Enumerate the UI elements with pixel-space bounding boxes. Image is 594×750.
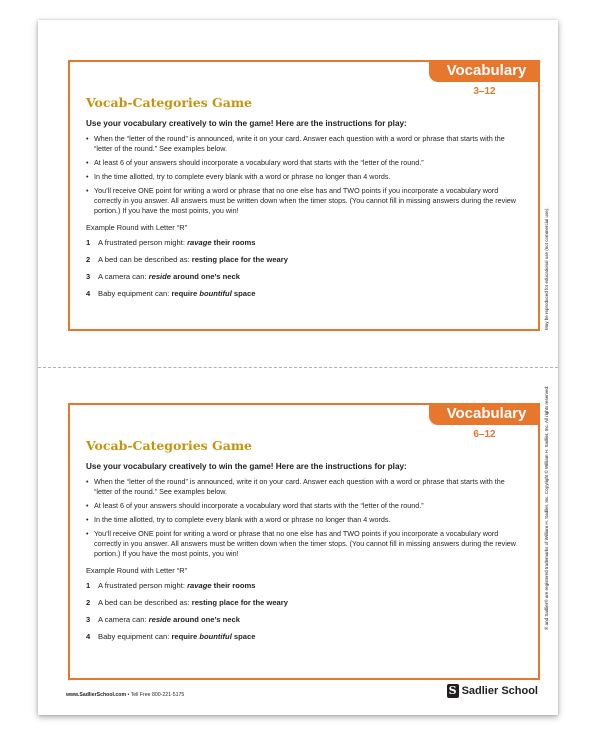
example-item	[86, 615, 520, 625]
example-item	[86, 289, 520, 299]
example-answer: resting place for the weary	[191, 255, 288, 264]
footer-phone: • Tell Free 800-221-5175	[126, 692, 185, 698]
instruction-item: • When the “letter of the round” is announced, write it on your card. Answer each question with a word or phrase that starts with the “letter of the round.” See examples below.	[86, 477, 520, 497]
example-vocab-word: bountiful	[199, 632, 232, 641]
example-answer-rest: space	[231, 289, 256, 298]
game-title: Vocab-Categories Game	[86, 438, 253, 453]
example-answer-rest: around one’s neck	[171, 615, 240, 624]
example-vocab-word: ravage	[187, 581, 212, 590]
example-prompt: A frustrated person might:	[98, 581, 188, 590]
worksheet-page	[38, 20, 558, 715]
example-answer-rest: space	[231, 632, 256, 641]
footer-contact	[66, 692, 184, 698]
example-vocab-word: reside	[148, 615, 172, 624]
example-item	[86, 632, 520, 642]
instruction-item: • In the time allotted, try to complete every blank with a word or phrase no longer than 4 words.	[86, 172, 520, 182]
example-answer-rest: around one’s neck	[171, 272, 240, 281]
example-item	[86, 272, 520, 282]
example-answer-pre: require	[171, 289, 200, 298]
instruction-list	[86, 477, 520, 559]
example-prompt: A frustrated person might:	[98, 238, 188, 247]
example-answer-rest: their rooms	[211, 581, 256, 590]
sadlier-logo	[447, 684, 538, 698]
game-title: Vocab-Categories Game	[86, 95, 253, 110]
instruction-item: • You’ll receive ONE point for writing a word or phrase that no one else has and TWO points if you incorporate a vocabulary word correctly in you answer. All answers must be written down when the timer stops. (You cannot fill in missing answers during the review portion.) If you have the most points, you win!	[86, 186, 520, 216]
vocab-card-top	[68, 60, 540, 331]
logo-text: Sadlier School	[461, 685, 538, 697]
example-number: 2	[86, 255, 91, 264]
example-number: 1	[86, 238, 91, 247]
example-answer-rest: their rooms	[211, 238, 256, 247]
example-number: 4	[86, 632, 91, 641]
instruction-item: • When the “letter of the round” is announced, write it on your card. Answer each question with a word or phrase that starts with the “letter of the round.” See examples below.	[86, 134, 520, 154]
example-answer-pre: require	[171, 632, 200, 641]
example-number: 3	[86, 615, 91, 624]
instruction-item: • At least 6 of your answers should incorporate a vocabulary word that starts with the “letter of the round.”	[86, 158, 520, 168]
subject-tab	[429, 60, 540, 98]
subject-tab	[429, 403, 540, 441]
example-number: 4	[86, 289, 91, 298]
example-vocab-word: ravage	[187, 238, 212, 247]
example-answer: resting place for the weary	[191, 598, 288, 607]
footer-url: www.SadlierSchool.com	[66, 692, 127, 698]
example-heading: Example Round with Letter “R”	[86, 223, 188, 232]
example-prompt: A camera can:	[98, 615, 149, 624]
example-vocab-word: bountiful	[199, 289, 232, 298]
example-item	[86, 598, 520, 608]
copyright-note: ® and Sadlier® are registered trademarks of William H. Sadlier, Inc. Copyright © William H. Sadlier, Inc. All rights reserved.	[544, 385, 549, 630]
example-number: 2	[86, 598, 91, 607]
instruction-list	[86, 134, 520, 216]
subject-title: Vocabulary	[429, 60, 540, 82]
example-item	[86, 255, 520, 265]
example-item	[86, 581, 520, 591]
example-number: 1	[86, 581, 91, 590]
example-item	[86, 238, 520, 248]
instruction-item: • In the time allotted, try to complete every blank with a word or phrase no longer than 4 words.	[86, 515, 520, 525]
example-vocab-word: reside	[148, 272, 172, 281]
grade-range: 6–12	[473, 429, 496, 440]
instructions-intro: Use your vocabulary creatively to win the game! Here are the instructions for play:	[86, 462, 407, 471]
example-prompt: Baby equipment can:	[98, 632, 172, 641]
grade-range: 3–12	[473, 86, 496, 97]
example-heading: Example Round with Letter “R”	[86, 566, 188, 575]
instruction-item: • You’ll receive ONE point for writing a word or phrase that no one else has and TWO points if you incorporate a vocabulary word correctly in you answer. All answers must be written down when the timer stops. (You cannot fill in missing answers during the review portion.) If you have the most points, you win!	[86, 529, 520, 559]
example-prompt: Baby equipment can:	[98, 289, 172, 298]
vocab-card-bottom	[68, 403, 540, 680]
example-prompt: A camera can:	[98, 272, 149, 281]
example-number: 3	[86, 272, 91, 281]
example-prompt: A bed can be described as:	[98, 598, 192, 607]
reproduction-note: May be reproduced for educational use (not commercial use).	[544, 207, 549, 330]
example-list	[86, 238, 520, 299]
instructions-intro: Use your vocabulary creatively to win the game! Here are the instructions for play:	[86, 119, 407, 128]
example-prompt: A bed can be described as:	[98, 255, 192, 264]
instruction-item: • At least 6 of your answers should incorporate a vocabulary word that starts with the “letter of the round.”	[86, 501, 520, 511]
cut-line	[38, 367, 558, 368]
subject-title: Vocabulary	[429, 403, 540, 425]
example-list	[86, 581, 520, 642]
logo-mark-icon: S	[447, 684, 459, 698]
